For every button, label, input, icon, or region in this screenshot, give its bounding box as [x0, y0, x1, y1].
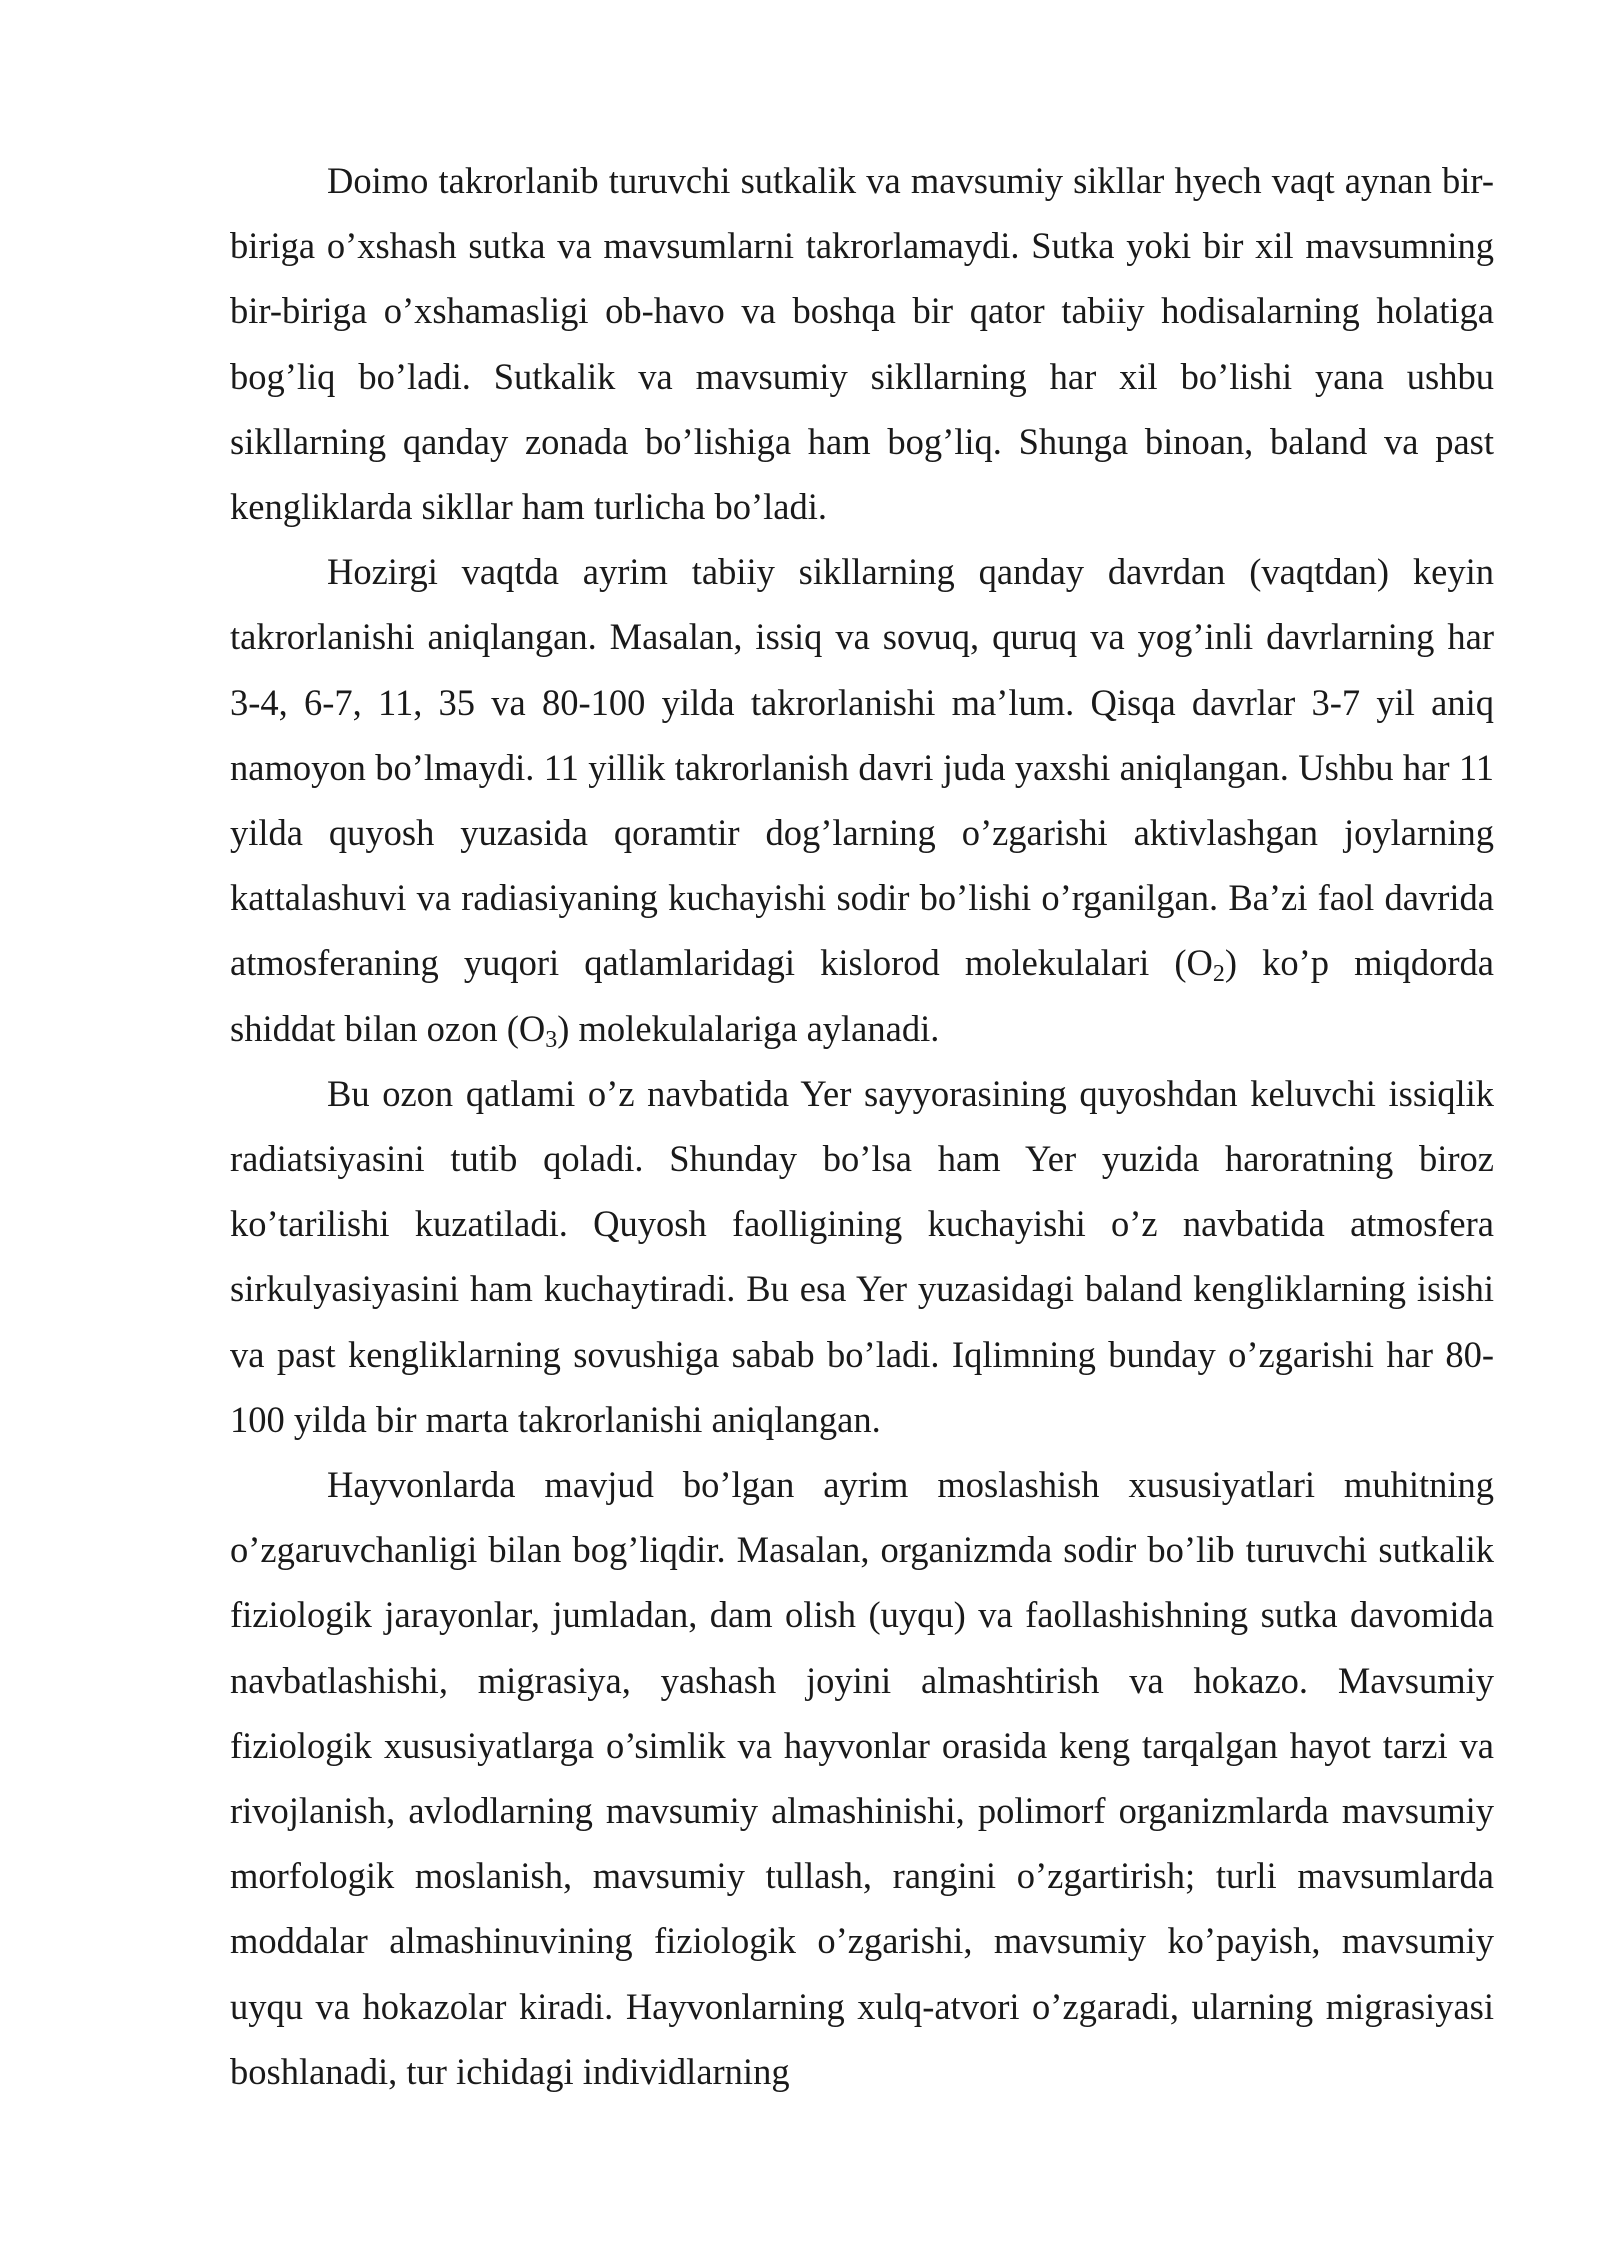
paragraph-2-middle: ) ko’p miqdorda shiddat bilan ozon (O	[230, 942, 1494, 1049]
paragraph-2-text: Hozirgi vaqtda ayrim tabiiy sikllarning qanday davrdan (vaqtdan) keyin takrorlanishi aniqlangan. Masalan, issiq va sovuq, quruq va yog’inli davrlarning har 3-4, 6-7, 11, 35 va 80-100 yilda takrorlanishi ma’lum. Qisqa davrlar 3-7 yil aniq namoyon bo’lmaydi. 11 yillik takrorlanish davri juda yaxshi aniqlangan. Ushbu har 11 yilda quyosh yuzasida qoramtir dog’larning o’zgarishi aktivlashgan joylarning kattalashuvi va radiasiyaning kuchayishi sodir bo’lishi o’rganilgan. Ba’zi faol davrida atmosferaning yuqori qatlamlaridagi kislorod molekulalari (O	[230, 551, 1494, 984]
paragraph-4: Hayvonlarda mavjud bo’lgan ayrim moslashish xususiyatlari muhitning o’zgaruvchanligi bilan bog’liqdir. Masalan, organizmda sodir bo’lib turuvchi sutkalik fiziologik jarayonlar, jumladan, dam olish (uyqu) va faollashishning sutka davomida navbatlashishi, migrasiya, yashash joyini almashtirish va hokazo. Mavsumiy fiziologik xususiyatlarga o’simlik va hayvonlar orasida keng tarqalgan hayot tarzi va rivojlanish, avlodlarning mavsumiy almashinishi, polimorf organizmlarda mavsumiy morfologik moslanish, mavsumiy tullash, rangini o’zgartirish; turli mavsumlarda moddalar almashinuvining fiziologik o’zgarishi, mavsumiy ko’payish, mavsumiy uyqu va hokazolar kiradi. Hayvonlarning xulq-atvori o’zgaradi, ularning migrasiyasi boshlanadi, tur ichidagi individlarning	[230, 1464, 1494, 2092]
paragraph-2	[230, 539, 1494, 1061]
paragraph-2-end: ) molekulalariga aylanadi.	[557, 1007, 940, 1049]
paragraph-3: Bu ozon qatlami o’z navbatida Yer sayyorasining quyoshdan keluvchi issiqlik radiatsiyasini tutib qoladi. Shunday bo’lsa ham Yer yuzida haroratning biroz ko’tarilishi kuzatiladi. Quyosh faolligining kuchayishi o’z navbatida atmosfera sirkulyasiyasini ham kuchaytiradi. Bu esa Yer yuzasidagi baland kengliklarning isishi va past kengliklarning sovushiga sabab bo’ladi. Iqlimning bunday o’zgarishi har 80-100 yilda bir marta takrorlanishi aniqlangan.	[230, 1072, 1494, 1440]
ozone-subscript: 3	[545, 1026, 558, 1053]
oxygen-subscript: 2	[1212, 961, 1225, 988]
document-page	[230, 148, 1494, 2104]
paragraph-1: Doimo takrorlanib turuvchi sutkalik va mavsumiy sikllar hyech vaqt aynan bir-biriga o’xshash sutka va mavsumlarni takrorlamaydi. Sutka yoki bir xil mavsumning bir-biriga o’xshamasligi ob-havo va boshqa bir qator tabiiy hodisalarning holatiga bog’liq bo’ladi. Sutkalik va mavsumiy sikllarning har xil bo’lishi yana ushbu sikllarning qanday zonada bo’lishiga ham bog’liq. Shunga binoan, baland va past kengliklarda sikllar ham turlicha bo’ladi.	[230, 160, 1494, 528]
